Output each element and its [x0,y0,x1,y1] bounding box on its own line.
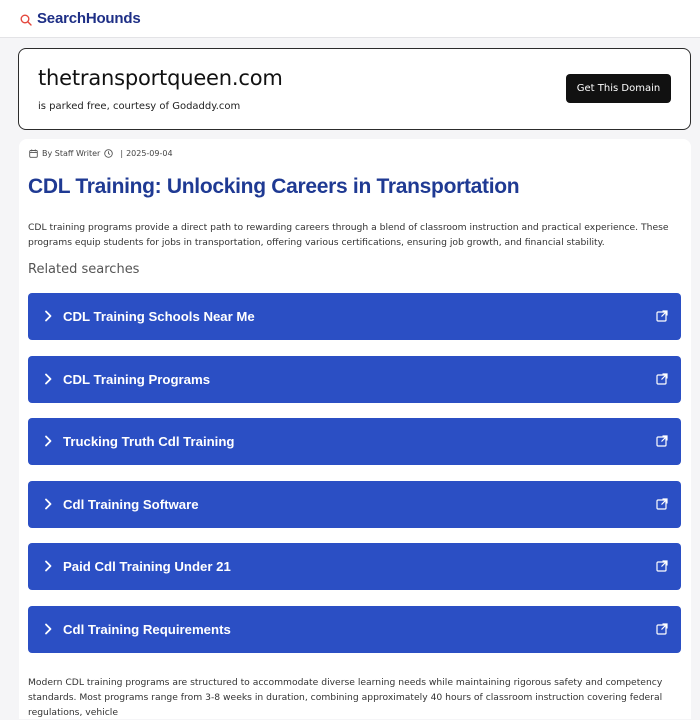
brand-name: SearchHounds [37,10,141,27]
external-link-icon [656,310,668,322]
article-title: CDL Training: Unlocking Careers in Transportation [28,175,520,198]
chevron-right-icon [43,373,53,385]
related-search-item[interactable] [28,293,681,340]
domain-name: thetransportqueen.com [38,66,283,90]
related-search-label: CDL Training Schools Near Me [63,309,255,324]
external-link-icon [656,623,668,635]
calendar-icon [29,149,38,158]
article-meta [29,149,173,158]
top-bar [0,0,700,38]
related-search-item[interactable] [28,356,681,403]
related-search-item[interactable] [28,606,681,653]
clock-icon [104,149,113,158]
article-intro: CDL training programs provide a direct path to rewarding careers through a blend of classroom instruction and practical experience. These programs equip students for jobs in transportation, offering various certifications, ensuring job growth, and financial stability. [28,222,669,248]
external-link-icon [656,560,668,572]
chevron-right-icon [43,560,53,572]
related-searches-list [28,293,681,668]
chevron-right-icon [43,623,53,635]
related-search-label: Trucking Truth Cdl Training [63,434,235,449]
chevron-right-icon [43,310,53,322]
chevron-right-icon [43,435,53,447]
article-date: 2025-09-04 [126,149,173,158]
related-search-item[interactable] [28,418,681,465]
external-link-icon [656,435,668,447]
search-icon [20,14,32,26]
related-search-item[interactable] [28,481,681,528]
chevron-right-icon [43,498,53,510]
domain-banner [18,48,691,130]
related-searches-heading: Related searches [28,262,140,277]
external-link-icon [656,498,668,510]
related-search-label: Cdl Training Requirements [63,621,231,637]
meta-separator: | [120,149,124,158]
brand-logo[interactable] [20,10,140,27]
related-search-label: Paid Cdl Training Under 21 [63,559,231,574]
related-search-item[interactable] [28,543,681,590]
get-domain-button[interactable]: Get This Domain [566,74,671,103]
author-label: By Staff Writer [42,149,101,158]
article-body: Modern CDL training programs are structured to accommodate diverse learning needs while maintaining rigorous safety and competency standards. Most programs range from 3-8 weeks in duration, combining approximately 40 hours of classroom instruction covering federal regulations, vehicle [28,677,663,718]
article-card [19,139,691,719]
external-link-icon [656,373,668,385]
related-search-label: Cdl Training Software [63,496,199,512]
domain-subtitle: is parked free, courtesy of Godaddy.com [38,101,241,112]
related-search-label: CDL Training Programs [63,371,211,387]
